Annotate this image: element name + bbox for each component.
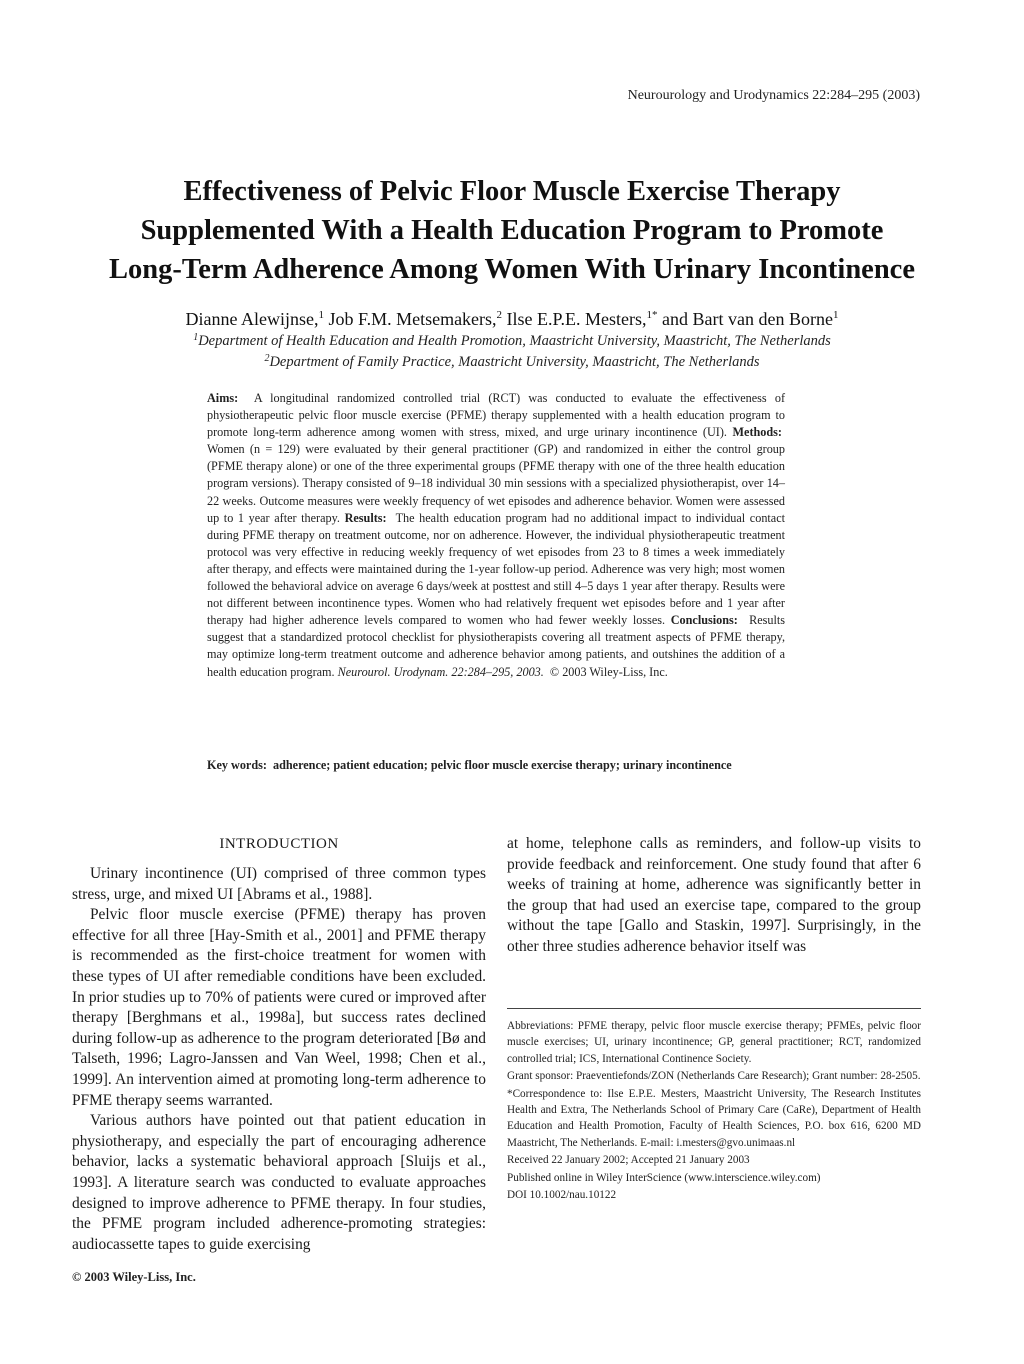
affiliation-mark: 2	[264, 353, 270, 364]
keywords-text: adherence; patient education; pelvic floor muscle exercise therapy; urinary incontinence	[273, 758, 732, 772]
methods-text: Women (n = 129) were evaluated by their general practitioner (GP) and randomized in either the control group (PFME therapy alone) or one of the three experimental groups (PFME therapy with one of the three health education program versions). Therapy consisted of 9–18 individual 30 min sessions with a specialized physiotherapist, over 14–22 weeks. Outcome measures were weekly frequency of wet episodes and adherence behavior. Women were assessed up to 1 year after therapy.	[207, 442, 785, 525]
conclusions-label: Conclusions:	[670, 613, 738, 628]
footnote-doi: DOI 10.1002/nau.10122	[507, 1189, 617, 1202]
author-affiliation-mark: 2	[496, 309, 503, 321]
methods-label: Methods:	[732, 425, 782, 440]
author-affiliation-mark: 1*	[646, 309, 658, 321]
author-name: Job F.M. Metsemakers,	[328, 309, 497, 329]
results-text: The health education program had no additional impact to individual contact during PFME therapy on treatment outcome, nor on adherence. However, the individual physiotherapeutic treatment protocol was very effective in reducing weekly frequency of wet episodes from 23 to 8 times a week immediately after therapy, and effects were maintained during the 1-year follow-up period. Adherence was very high; most women followed the behavioral advice on average 6 days/week at posttest and still 4–5 days 1 year after therapy. Results were not different between incontinence types. Women who had relatively frequent wet episodes before and 1 year after therapy had higher adherence levels compared to women who had fewer weekly losses.	[207, 510, 785, 628]
intro-paragraph-1: Urinary incontinence (UI) comprised of three common types stress, urge, and mixed UI [Abrams et al., 1988].	[72, 865, 486, 903]
author-name: Ilse E.P.E. Mesters,	[506, 309, 647, 329]
page-copyright: © 2003 Wiley-Liss, Inc.	[72, 1270, 196, 1284]
aims-text: A longitudinal randomized controlled trial (RCT) was conducted to evaluate the effectiveness of physiotherapeutic pelvic floor muscle exercise (PFME) therapy supplemented with a health education program to promote long-term adherence among women with stress, mixed, and urge urinary incontinence (UI).	[207, 391, 786, 440]
results-label: Results:	[344, 510, 387, 525]
affiliation-mark: 1	[193, 332, 199, 343]
keywords	[207, 757, 785, 774]
conclusions-text: Results suggest that a standardized protocol checklist for physiotherapists covering all treatment aspects of PFME therapy, may optimize long-term treatment outcome and adherence behavior among patients, and outshines the addition of a health education program.	[207, 613, 786, 679]
abstract	[207, 390, 785, 681]
journal-reference: Neurourology and Urodynamics 22:284–295 (2003)	[627, 88, 920, 103]
title-line-3: Long-Term Adherence Among Women With Urinary Incontinence	[109, 254, 915, 285]
author-affiliation-mark: 1	[832, 309, 839, 321]
footnote-published: Published online in Wiley InterScience (www.interscience.wiley.com)	[507, 1171, 821, 1184]
title-line-2: Supplemented With a Health Education Program to Promote	[140, 215, 884, 246]
author-name: and Bart van den Borne	[662, 309, 833, 329]
title-line-1: Effectiveness of Pelvic Floor Muscle Exercise Therapy	[183, 176, 841, 207]
footnote-received: Received 22 January 2002; Accepted 21 January 2003	[507, 1154, 750, 1167]
footnote-abbreviations: Abbreviations: PFME therapy, pelvic floor muscle exercise therapy; PFMEs, pelvic floor muscle exercises; UI, urinary incontinence; GP, general practitioner; RCT, randomized controlled trial; ICS, International Continence Society.	[507, 1020, 921, 1065]
article-title	[40, 172, 984, 289]
abstract-copyright: © 2003 Wiley-Liss, Inc.	[549, 664, 668, 679]
footnote-divider	[507, 1008, 921, 1009]
author-affiliation-mark: 1	[318, 309, 324, 321]
affiliation-text: Department of Family Practice, Maastricht University, Maastricht, The Netherlands	[269, 354, 760, 370]
footnote-correspondence: *Correspondence to: Ilse E.P.E. Mesters, Maastricht University, The Research Institutes Health and Extra, The Netherlands School of Primary Care (CaRe), Department of Health Education and Health Promotion, Faculty of Health Sciences, P.O. box 616, 6200 MD Maastricht, The Netherlands. E-mail: i.mesters@gvo.unimaas.nl	[507, 1087, 921, 1149]
intro-paragraph-3: Various authors have pointed out that patient education in physiotherapy, and especially the part of encouraging adherence behavior, lacks a systematic behavioral approach [Sluijs et al., 1993]. A literature search was conducted to evaluate approaches designed to improve adherence to PFME therapy. In four studies, the PFME program included adherence-promoting strategies: audiocassette tapes to guide exercising	[72, 1112, 486, 1253]
introduction-heading: INTRODUCTION	[219, 836, 339, 852]
abstract-citation: Neurourol. Urodynam. 22:284–295, 2003.	[337, 664, 544, 679]
affiliation-2	[40, 352, 984, 372]
affiliation-1	[40, 331, 984, 351]
footnote-grant: Grant sponsor: Praeventiefonds/ZON (Netherlands Care Research); Grant number: 28-2505.	[507, 1070, 921, 1083]
intro-paragraph-2: Pelvic floor muscle exercise (PFME) therapy has proven effective for all three [Hay-Smith et al., 2001] and PFME therapy is recommended as the first-choice treatment for women with these types of UI after remediable conditions have been excluded. In prior studies up to 70% of patients were cured or improved after therapy [Berghmans et al., 1998a], but success rates declined during follow-up as adherence to the program deteriorated [Bø and Talseth, 1996; Lagro-Janssen and Van Weel, 1998; Chen et al., 1999]. An intervention aimed at promoting long-term adherence to PFME therapy seems warranted.	[72, 906, 486, 1109]
intro-paragraph-3-continued: at home, telephone calls as reminders, and follow-up visits to provide feedback and reinforcement. One study found that after 6 weeks of training at home, adherence was significantly better in the group that had used an exercise tape, compared to the group without the tape [Gallo and Staskin, 1997]. Surprisingly, in the other three studies adherence behavior itself was	[507, 835, 921, 955]
left-column	[72, 834, 486, 1255]
keywords-label: Key words:	[207, 758, 267, 772]
affiliation-text: Department of Health Education and Health Promotion, Maastricht University, Maastricht, The Netherlands	[198, 333, 831, 349]
author-list	[40, 306, 984, 332]
author-name: Dianne Alewijnse,	[185, 309, 319, 329]
aims-label: Aims:	[207, 391, 239, 405]
right-column	[507, 834, 921, 958]
footnotes	[507, 1018, 921, 1204]
